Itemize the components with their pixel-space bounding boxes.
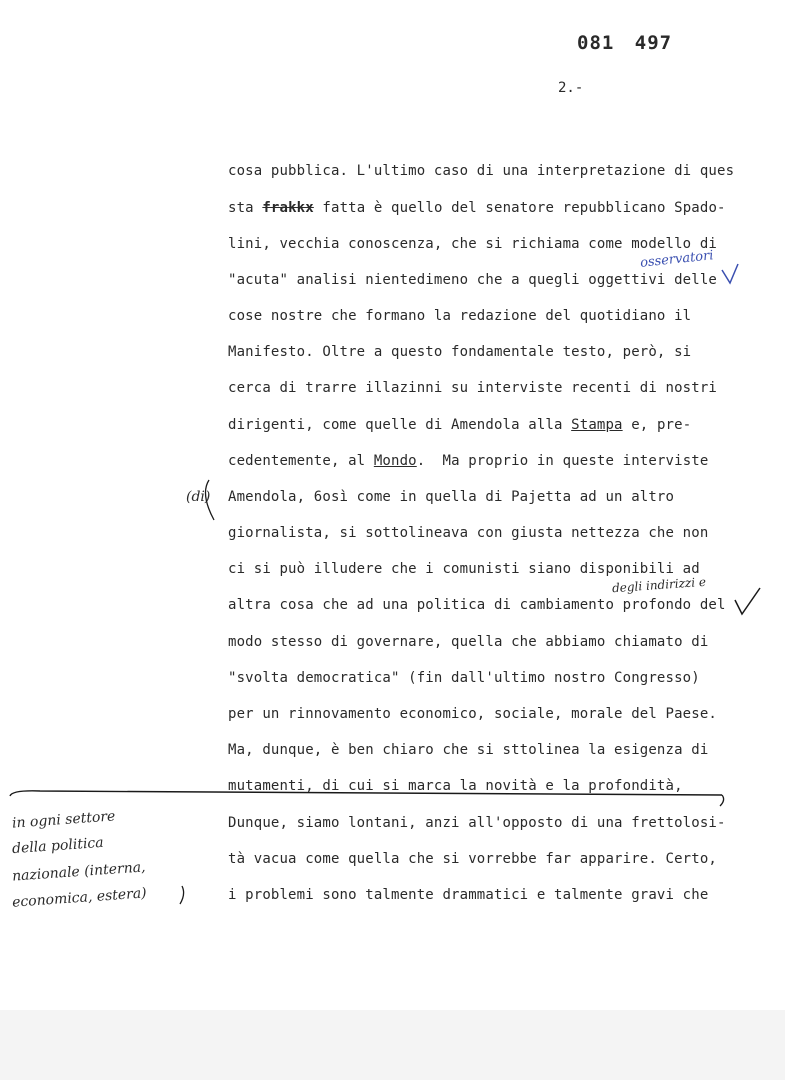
line-part: dirigenti, come quelle di Amendola alla [228, 417, 572, 433]
page-number: 2.- [558, 80, 584, 96]
text-line: giornalista, si sottolineava con giusta nettezza che non [228, 525, 709, 541]
text-line: i problemi sono talmente drammatici e talmente gravi che [228, 887, 709, 903]
text-line: lini, vecchia conoscenza, che si richiama come modello di [228, 236, 717, 252]
insert-annotation-blue: osservatori [639, 248, 715, 271]
text-line: mutamenti, di cui si marca la novità e la profondità, [228, 778, 683, 794]
line-part: . Ma proprio in queste interviste [416, 453, 709, 469]
insert-bracket-mark [205, 480, 214, 520]
text-line: modo stesso di governare, quella che abbiamo chiamato di [228, 634, 709, 650]
text-line: "svolta democratica" (fin dall'ultimo nostro Congresso) [228, 670, 700, 686]
text-line: cerca di trarre illazinni su interviste recenti di nostri [228, 380, 717, 396]
text-line: Manifesto. Oltre a questo fondamentale testo, però, si [228, 344, 692, 360]
margin-connector-line [10, 791, 722, 796]
margin-note-line: in ogni settore [11, 808, 116, 832]
insert-annotation-left: (di) [186, 489, 211, 505]
margin-note-line: economica, estera) [11, 885, 148, 911]
blue-caret-mark [722, 264, 738, 283]
text-line: cosa pubblica. L'ultimo caso di una interpretazione di ques [228, 163, 735, 179]
line-part: cedentemente, al [228, 453, 374, 469]
text-line: tà vacua come quella che si vorrebbe far apparire. Certo, [228, 851, 717, 867]
text-line: Dunque, siamo lontani, anzi all'opposto di una frettolosi- [228, 815, 726, 831]
newspaper-stampa: Stampa [571, 417, 623, 433]
newspaper-mondo: Mondo [373, 453, 417, 469]
text-line: "acuta" analisi nientedimeno che a quegli oggettivi delle [228, 272, 717, 288]
insert-annotation-top: degli indirizzi e [611, 574, 707, 596]
text-line: cose nostre che formano la redazione del quotidiano il [228, 308, 692, 324]
line-part: e, pre- [622, 417, 692, 433]
line-prefix: sta [228, 200, 254, 216]
margin-note-line: della politica [11, 834, 105, 858]
archive-code: 081 497 [577, 32, 673, 54]
text-line: Ma, dunque, è ben chiaro che si sttolinea la esigenza di [228, 742, 709, 758]
text-line: per un rinnovamento economico, sociale, morale del Paese. [228, 706, 717, 722]
margin-note-line: nazionale (interna, [11, 859, 147, 885]
insert-check-mark [735, 588, 760, 614]
margin-note-bracket [180, 886, 184, 904]
text-line: altra cosa che ad una politica di cambiamento profondo del [228, 597, 726, 613]
text-line: ci si può illudere che i comunisti siano disponibili ad [228, 561, 700, 577]
connector-hook [720, 795, 724, 806]
line-rest: fatta è quello del senatore repubblicano Spado- [322, 200, 726, 216]
struck-word: frakkx [262, 200, 314, 216]
text-line: Amendola, 6osì come in quella di Pajetta ad un altro [228, 489, 675, 505]
